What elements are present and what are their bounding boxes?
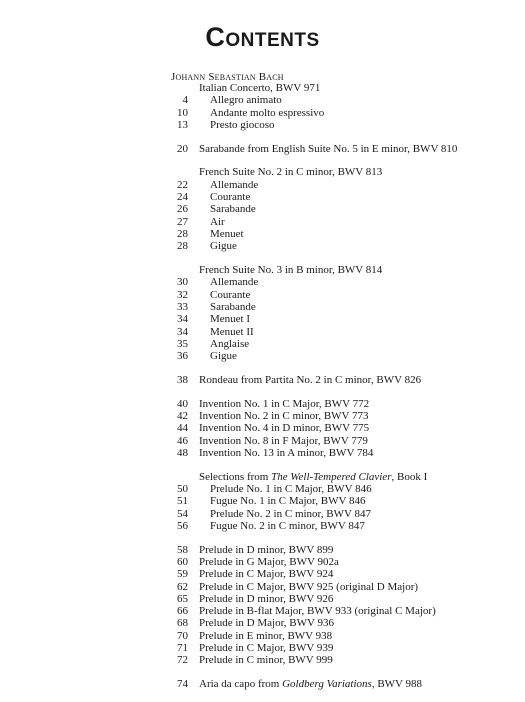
contents-entry	[0, 374, 525, 386]
page-number: 27	[177, 215, 188, 228]
composer-name: Johann Sebastian Bach	[171, 71, 284, 83]
page-number: 56	[177, 519, 188, 532]
entry-title-text: Sarabande	[210, 203, 256, 216]
entry-title	[199, 374, 421, 386]
page-number: 71	[177, 642, 188, 655]
entry-title	[210, 313, 250, 325]
entry-title-text: Invention No. 4 in D minor, BWV 775	[199, 422, 370, 435]
entry-title	[199, 678, 422, 690]
contents-group	[0, 398, 525, 459]
contents-entry	[0, 143, 525, 155]
group-heading	[0, 471, 525, 483]
contents-group	[0, 143, 525, 155]
entry-title	[199, 654, 333, 666]
group-heading-text	[199, 264, 382, 276]
contents-entry	[0, 495, 525, 507]
entry-title	[199, 544, 333, 556]
entry-title	[199, 617, 334, 629]
group-heading-label: French Suite No. 3 in B minor, BWV 814	[199, 264, 383, 277]
entry-title	[199, 605, 436, 617]
entry-title	[199, 568, 333, 580]
page-number: 59	[177, 568, 188, 581]
entry-title	[210, 228, 244, 240]
contents-entry	[0, 326, 525, 338]
group-heading-label: Selections from	[199, 470, 272, 483]
contents-entry	[0, 276, 525, 288]
page-number: 13	[177, 118, 188, 131]
group-heading-italic: The Well-Tempered Clavier	[271, 470, 392, 483]
entry-title	[210, 216, 225, 228]
contents-entry	[0, 654, 525, 666]
entry-title-text: Menuet I	[210, 313, 251, 326]
entry-title-text: Prelude in E minor, BWV 938	[199, 629, 333, 642]
contents-entry	[0, 617, 525, 629]
contents-group	[0, 678, 525, 690]
entry-title	[210, 276, 258, 288]
entry-title	[199, 630, 332, 642]
entry-title	[199, 410, 369, 422]
entry-title	[210, 240, 237, 252]
page-number: 60	[177, 556, 188, 568]
entry-title-text: Gigue	[210, 350, 237, 363]
entry-title-text: Sarabande from English Suite No. 5 in E minor, BWV 810	[199, 142, 458, 155]
page-number: 48	[177, 446, 188, 459]
entry-title	[210, 94, 282, 106]
entry-title	[210, 203, 256, 215]
entry-title	[210, 326, 254, 338]
group-heading-text	[199, 166, 382, 178]
contents-entry	[0, 301, 525, 313]
entry-title-text: Courante	[210, 191, 251, 204]
contents-entry	[0, 119, 525, 131]
group-heading-text	[199, 471, 427, 483]
contents-entry	[0, 568, 525, 580]
entry-title-text: Prelude in D minor, BWV 926	[199, 592, 334, 605]
entry-title-italic: Goldberg Variations	[282, 678, 372, 691]
page-number: 24	[177, 191, 188, 204]
entry-title-text: Prelude in D minor, BWV 899	[199, 543, 334, 556]
contents-entry	[0, 544, 525, 556]
entry-title-text: Prelude No. 2 in C minor, BWV 847	[210, 507, 371, 520]
entry-title-suffix: , BWV 988	[371, 678, 423, 691]
entry-title	[199, 593, 333, 605]
page-number: 42	[177, 410, 188, 423]
entry-title-text: Allegro animato	[210, 94, 282, 107]
entry-title	[199, 581, 418, 593]
contents-group	[0, 544, 525, 667]
page-number: 50	[177, 483, 188, 496]
page-number: 66	[177, 605, 188, 618]
page-title: Contents	[205, 22, 320, 52]
contents-entry	[0, 240, 525, 252]
page-number: 4	[182, 94, 188, 107]
entry-title	[199, 642, 333, 654]
entry-title-text: Prelude in C Major, BWV 925 (original D Major)	[199, 580, 419, 593]
entry-title-text: Menuet	[210, 227, 244, 240]
entry-title	[210, 179, 258, 191]
contents-entry	[0, 642, 525, 654]
entry-title	[199, 398, 369, 410]
page-number: 28	[177, 240, 188, 253]
contents-entry	[0, 107, 525, 119]
entry-title-text: Rondeau from Partita No. 2 in C minor, BWV 826	[199, 373, 422, 386]
entry-title	[210, 495, 366, 507]
entry-title	[199, 447, 373, 459]
contents-entry	[0, 556, 525, 568]
contents-entry	[0, 289, 525, 301]
entry-title-text: Allemande	[210, 178, 259, 191]
entry-title-text: Prelude No. 1 in C Major, BWV 846	[210, 483, 372, 496]
page-number: 58	[177, 543, 188, 556]
page-number: 40	[177, 397, 188, 410]
contents-entry	[0, 191, 525, 203]
page-number: 22	[177, 178, 188, 191]
contents-entry	[0, 338, 525, 350]
page-number: 36	[177, 350, 188, 363]
entry-title-text: Fugue No. 1 in C Major, BWV 846	[210, 495, 366, 508]
entry-title-text: Prelude in C minor, BWV 999	[199, 654, 333, 667]
contents-entry	[0, 605, 525, 617]
entry-title-text: Prelude in C Major, BWV 924	[199, 568, 334, 581]
entry-title	[210, 191, 250, 203]
entry-title-text: Menuet II	[210, 325, 254, 338]
page-number: 38	[177, 373, 188, 386]
entry-title-text: Invention No. 13 in A minor, BWV 784	[199, 446, 374, 459]
contents-entry	[0, 94, 525, 106]
page-number: 35	[177, 337, 188, 350]
contents-entry	[0, 422, 525, 434]
page-number: 34	[177, 325, 188, 338]
entry-title	[210, 119, 274, 131]
page-number: 68	[177, 617, 188, 630]
page-number: 62	[177, 580, 188, 593]
entry-title	[210, 289, 250, 301]
contents-entry	[0, 228, 525, 240]
entry-title	[210, 350, 237, 362]
entry-title	[210, 107, 324, 119]
page-number: 20	[177, 142, 188, 155]
entry-title	[210, 520, 365, 532]
group-heading-label: French Suite No. 2 in C minor, BWV 813	[199, 166, 383, 179]
contents-group	[0, 264, 525, 362]
entry-title-text: Prelude in D Major, BWV 936	[199, 617, 335, 630]
entry-title	[199, 435, 368, 447]
contents-group	[0, 82, 525, 131]
page-number: 34	[177, 313, 188, 326]
page-number: 70	[177, 629, 188, 642]
contents-entry	[0, 581, 525, 593]
entry-title	[199, 422, 369, 434]
contents-entry	[0, 483, 525, 495]
page-number: 46	[177, 434, 188, 447]
page-number: 30	[177, 276, 188, 289]
contents-entry	[0, 508, 525, 520]
entry-title	[199, 556, 339, 568]
entry-title	[199, 143, 457, 155]
contents-entry	[0, 350, 525, 362]
entry-title	[210, 338, 249, 350]
contents-entry	[0, 179, 525, 191]
group-heading-suffix: , Book I	[391, 470, 428, 483]
group-heading	[0, 264, 525, 276]
page-number: 28	[177, 227, 188, 240]
entry-title	[210, 508, 371, 520]
contents-group	[0, 166, 525, 252]
entry-title-text: Prelude in G Major, BWV 902a	[199, 556, 339, 568]
contents-entry	[0, 593, 525, 605]
entry-title-text: Invention No. 1 in C Major, BWV 772	[199, 397, 370, 410]
entry-title-text: Andante molto espressivo	[210, 106, 325, 119]
entry-title-text: Anglaise	[210, 337, 250, 350]
contents-list	[0, 82, 525, 702]
entry-title	[210, 483, 372, 495]
page-number: 10	[177, 106, 188, 119]
group-heading	[0, 82, 525, 94]
page-number: 32	[177, 288, 188, 301]
contents-entry	[0, 630, 525, 642]
entry-title-text: Prelude in B-flat Major, BWV 933 (original C Major)	[199, 605, 436, 618]
entry-title-text: Invention No. 2 in C minor, BWV 773	[199, 410, 369, 423]
contents-entry	[0, 447, 525, 459]
entry-title-text: Prelude in C Major, BWV 939	[199, 642, 334, 655]
contents-entry	[0, 313, 525, 325]
page-number: 26	[177, 203, 188, 216]
contents-entry	[0, 216, 525, 228]
page-number: 65	[177, 592, 188, 605]
entry-title-text: Sarabande	[210, 300, 256, 313]
page-number: 51	[177, 495, 188, 508]
contents-entry	[0, 520, 525, 532]
contents-group	[0, 471, 525, 532]
contents-entry	[0, 398, 525, 410]
page-number: 44	[177, 422, 188, 435]
entry-title-text: Aria da capo from	[199, 678, 283, 691]
group-heading-label: Italian Concerto, BWV 971	[199, 82, 321, 94]
page-number: 33	[177, 300, 188, 313]
group-heading-text	[199, 82, 320, 94]
page-number: 54	[177, 507, 188, 520]
contents-entry	[0, 410, 525, 422]
entry-title-text: Invention No. 8 in F Major, BWV 779	[199, 434, 368, 447]
entry-title	[210, 301, 256, 313]
contents-entry	[0, 203, 525, 215]
entry-title-text: Allemande	[210, 276, 259, 289]
contents-entry	[0, 678, 525, 690]
contents-group	[0, 374, 525, 386]
entry-title-text: Fugue No. 2 in C minor, BWV 847	[210, 519, 365, 532]
group-heading	[0, 166, 525, 178]
page-number: 72	[177, 654, 188, 667]
contents-entry	[0, 435, 525, 447]
entry-title-text: Courante	[210, 288, 251, 301]
entry-title-text: Air	[210, 215, 225, 228]
entry-title-text: Gigue	[210, 240, 237, 253]
entry-title-text: Presto giocoso	[210, 118, 275, 131]
page-number: 74	[177, 678, 188, 691]
